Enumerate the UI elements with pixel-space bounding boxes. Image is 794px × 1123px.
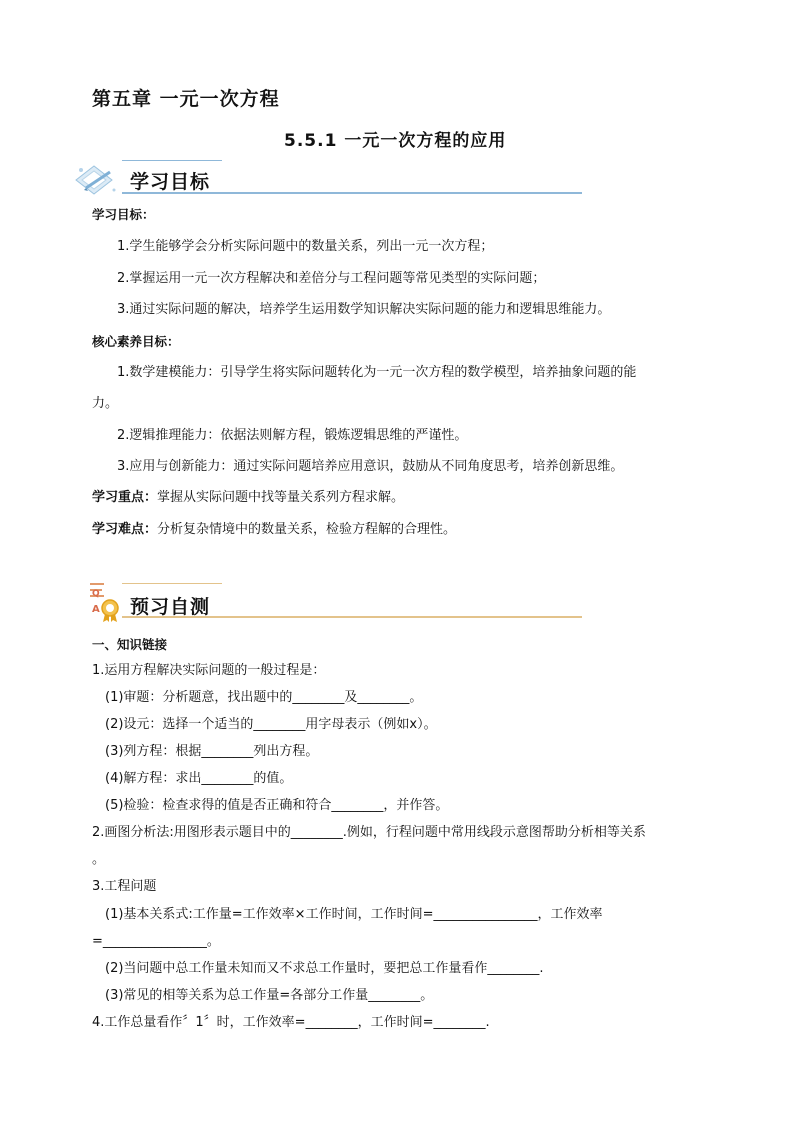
question-3-item: (2)当问题中总工作量未知而又不求总工作量时，要把总工作量看作________.	[105, 961, 544, 976]
goals-banner	[72, 158, 582, 202]
question-3-item: (3)常见的相等关系为总工作量=各部分工作量________。	[105, 988, 434, 1003]
part-heading: 一、知识链接	[92, 637, 168, 652]
core-goal-item: 3.应用与创新能力：通过实际问题培养应用意识，鼓励从不同角度思考，培养创新思维。	[117, 459, 624, 474]
core-goals-label: 核心素养目标：	[92, 334, 180, 349]
key-point-label: 学习重点：	[92, 490, 158, 505]
question-3-item-continued: =________________。	[92, 934, 220, 949]
question-3-item: (1)基本关系式:工作量=工作效率×工作时间，工作时间=________________，工作效率	[105, 907, 603, 922]
banner-top-line	[122, 583, 222, 584]
question-1-item: (5)检验：检查求得的值是否正确和符合________，并作答。	[105, 798, 449, 813]
preview-banner	[72, 580, 582, 624]
key-point-text: 掌握从实际问题中找等量关系列方程求解。	[157, 490, 405, 505]
svg-text:Q: Q	[92, 589, 100, 599]
checklist-medal-icon	[72, 580, 122, 624]
key-point	[92, 489, 404, 507]
question-1-item: (3)列方程：根据________列出方程。	[105, 744, 319, 759]
question-1-item: (4)解方程：求出________的值。	[105, 771, 293, 786]
question-3: 3.工程问题	[92, 879, 157, 894]
core-goal-item-continued: 力。	[92, 396, 119, 411]
goals-banner-title: 学习目标	[130, 171, 211, 193]
question-1: 1.运用方程解决实际问题的一般过程是：	[92, 663, 326, 678]
question-1-item: (1)审题：分析题意，找出题中的________及________。	[105, 690, 423, 705]
banner-underline	[122, 192, 582, 194]
core-goal-item: 1.数学建模能力：引导学生将实际问题转化为一元一次方程的数学模型，培养抽象问题的能	[117, 365, 637, 380]
section-title: 5.5.1 一元一次方程的应用	[284, 131, 507, 151]
core-goal-item: 2.逻辑推理能力：依据法则解方程，锻炼逻辑思维的严谨性。	[117, 428, 468, 443]
question-2: 2.画图分析法:用图形表示题目中的________.例如，行程问题中常用线段示意图帮助分析相等关系	[92, 825, 646, 840]
goal-item: 2.掌握运用一元一次方程解决和差倍分与工程问题等常见类型的实际问题；	[117, 271, 546, 286]
goal-item: 3.通过实际问题的解决，培养学生运用数学知识解决实际问题的能力和逻辑思维能力。	[117, 302, 611, 317]
goal-item: 1.学生能够学会分析实际问题中的数量关系，列出一元一次方程；	[117, 239, 494, 254]
difficulty-label: 学习难点：	[92, 522, 158, 537]
preview-banner-title: 预习自测	[130, 596, 211, 618]
goals-label: 学习目标：	[92, 207, 155, 222]
question-2-continued: 。	[92, 852, 106, 867]
pencil-notebook-icon	[72, 158, 122, 202]
svg-text:A: A	[92, 604, 100, 615]
banner-underline	[122, 616, 582, 618]
question-1-item: (2)设元：选择一个适当的________用字母表示（例如x）。	[105, 717, 437, 732]
question-4: 4.工作总量看作〞1〞时，工作效率=________，工作时间=________.	[92, 1015, 490, 1030]
difficulty-point	[92, 521, 456, 539]
difficulty-text: 分析复杂情境中的数量关系，检验方程解的合理性。	[157, 522, 457, 537]
banner-top-line	[122, 160, 222, 161]
chapter-title: 第五章 一元一次方程	[92, 88, 280, 110]
